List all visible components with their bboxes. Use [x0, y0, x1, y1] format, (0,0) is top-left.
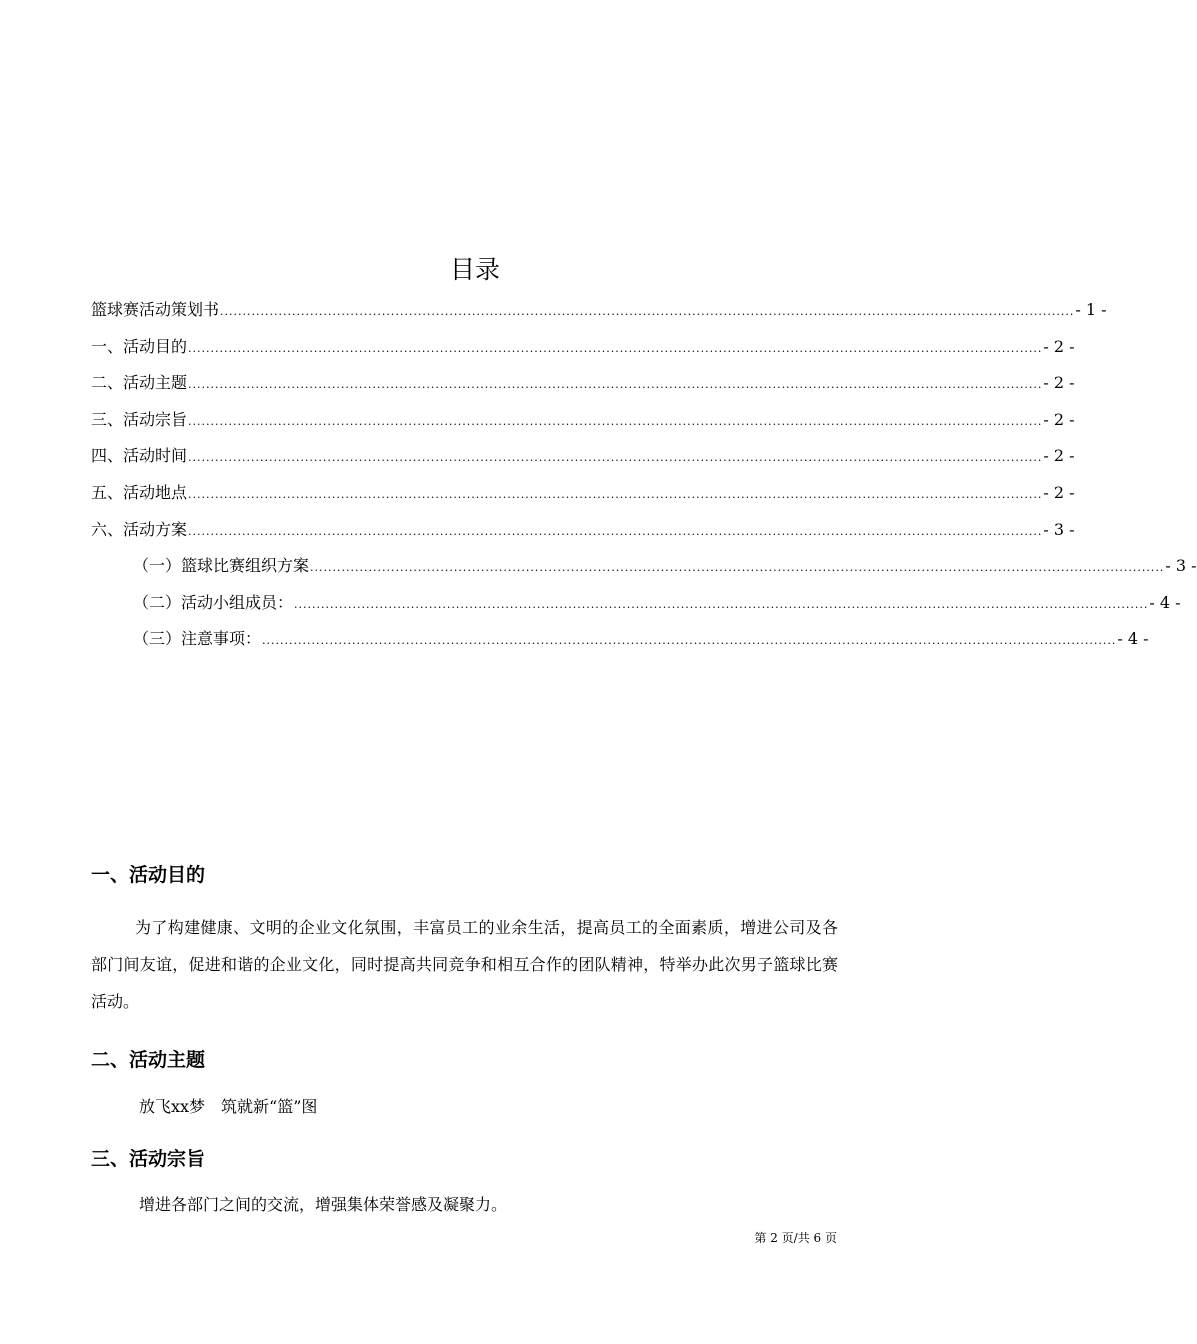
toc-entry-page: - 4 - [1117, 629, 1149, 649]
toc-entry-page: - 2 - [1043, 373, 1075, 393]
section-heading-tenet: 三、活动宗旨 [91, 1148, 206, 1170]
toc-leader-dots: .............................................................................................................................................................................................. [294, 597, 1149, 611]
toc-entry-page: - 2 - [1043, 482, 1075, 502]
toc-entry-text: 四、活动时间 [91, 446, 188, 466]
toc-entry-text: 五、活动地点 [91, 482, 188, 502]
toc-entry[interactable] [91, 402, 1075, 439]
toc-entry-page: - 2 - [1043, 446, 1075, 466]
page-number-footer: 第 2 页/共 6 页 [754, 1231, 837, 1245]
section-body-purpose: 为了构建健康、文明的企业文化氛围，丰富员工的业余生活，提高员工的全面素质，增进公司及各部门间友谊，促进和谐的企业文化，同时提高共同竞争和相互合作的团队精神，特举办此次男子篮球比赛活动。 [91, 918, 838, 1011]
toc-entry-text: （三）注意事项： [133, 629, 262, 649]
toc-entry-page: - 4 - [1149, 592, 1181, 612]
table-of-contents [91, 292, 1197, 658]
toc-entry[interactable] [91, 329, 1075, 366]
toc-subentry[interactable] [91, 621, 1149, 658]
toc-entry-text: 一、活动目的 [91, 336, 188, 356]
toc-entry[interactable] [91, 438, 1075, 475]
toc-entry-text: （一）篮球比赛组织方案 [133, 556, 310, 576]
toc-entry-page: - 3 - [1165, 556, 1197, 576]
toc-subentry[interactable] [91, 548, 1197, 585]
toc-title: 目录 [449, 255, 500, 284]
toc-leader-dots: .............................................................................................................................................................................................. [310, 561, 1165, 575]
toc-leader-dots: .............................................................................................................................................................................................. [262, 634, 1117, 648]
toc-entry[interactable] [91, 292, 1107, 329]
toc-entry-text: 二、活动主题 [91, 373, 188, 393]
section-heading-theme: 二、活动主题 [91, 1049, 206, 1071]
toc-entry-page: - 2 - [1043, 409, 1075, 429]
toc-entry-text: 六、活动方案 [91, 519, 188, 539]
toc-leader-dots: .............................................................................................................................................................................................. [188, 414, 1043, 428]
toc-entry[interactable] [91, 475, 1075, 512]
section-heading-purpose: 一、活动目的 [91, 864, 206, 886]
section-body-theme: 放飞xx梦 筑就新“篮”图 [139, 1097, 318, 1116]
toc-entry[interactable] [91, 365, 1075, 402]
toc-leader-dots: .............................................................................................................................................................................................. [188, 524, 1043, 538]
toc-leader-dots: .............................................................................................................................................................................................. [188, 378, 1043, 392]
toc-entry-page: - 1 - [1075, 300, 1107, 319]
toc-leader-dots: .............................................................................................................................................................................................. [188, 451, 1043, 465]
toc-entry-page: - 3 - [1043, 519, 1075, 539]
toc-entry[interactable] [91, 512, 1075, 549]
toc-entry-text: （二）活动小组成员： [133, 592, 294, 612]
toc-entry-text: 篮球赛活动策划书 [91, 300, 220, 319]
toc-entry-page: - 2 - [1043, 336, 1075, 356]
toc-leader-dots: .............................................................................................................................................................................................. [188, 341, 1043, 355]
toc-leader-dots: .............................................................................................................................................................................................. [220, 305, 1075, 318]
toc-leader-dots: .............................................................................................................................................................................................. [188, 487, 1043, 501]
toc-entry-text: 三、活动宗旨 [91, 409, 188, 429]
section-body-tenet: 增进各部门之间的交流，增强集体荣誉感及凝聚力。 [139, 1195, 508, 1214]
toc-subentry[interactable] [91, 585, 1181, 622]
